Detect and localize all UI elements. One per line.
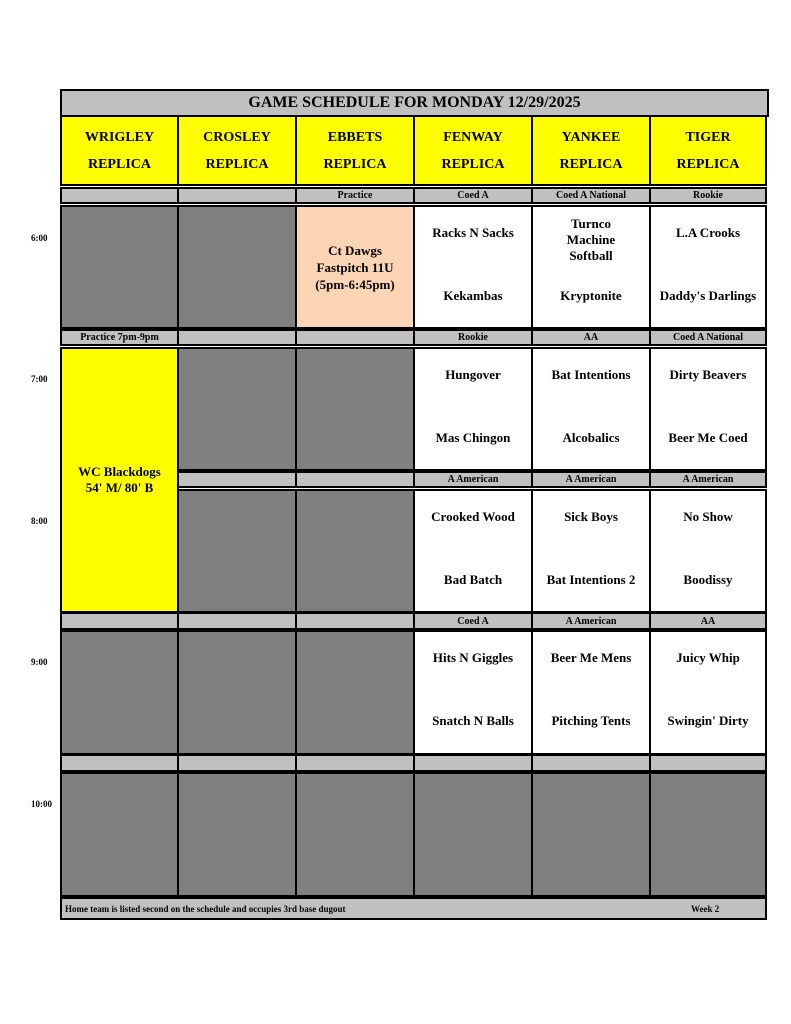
empty-slot bbox=[295, 772, 415, 897]
field-header-ebbets bbox=[295, 115, 415, 186]
division-label bbox=[177, 612, 297, 630]
schedule-footer bbox=[60, 897, 767, 920]
empty-slot bbox=[177, 205, 297, 329]
division-label bbox=[295, 612, 415, 630]
division-label bbox=[295, 754, 415, 772]
home-team: Beer Me Coed bbox=[668, 430, 748, 445]
division-label bbox=[649, 754, 767, 772]
field-header-tiger bbox=[649, 115, 767, 186]
field-name: YANKEE bbox=[561, 129, 621, 145]
empty-slot bbox=[60, 772, 179, 897]
division-label bbox=[60, 754, 179, 772]
field-header-fenway bbox=[413, 115, 533, 186]
division-label: Practice 7pm-9pm bbox=[60, 329, 179, 346]
home-team: Mas Chingon bbox=[435, 430, 511, 445]
home-team: Alcobalics bbox=[562, 430, 620, 445]
division-label: Coed A bbox=[413, 187, 533, 204]
home-team: Bad Batch bbox=[443, 572, 503, 587]
field-name: CROSLEY bbox=[203, 129, 271, 145]
division-label: A American bbox=[531, 471, 651, 488]
field-sub: REPLICA bbox=[205, 156, 269, 172]
division-label bbox=[177, 471, 297, 488]
field-name: WRIGLEY bbox=[84, 129, 155, 145]
empty-slot bbox=[60, 205, 179, 329]
away-team: Racks N Sacks bbox=[432, 225, 514, 240]
page-title: GAME SCHEDULE FOR MONDAY 12/29/2025 bbox=[60, 89, 769, 117]
game-block bbox=[413, 630, 533, 755]
game-block bbox=[649, 347, 767, 471]
division-label: A American bbox=[649, 471, 767, 488]
field-header-wrigley bbox=[60, 115, 179, 186]
division-label bbox=[60, 187, 179, 204]
empty-slot bbox=[649, 772, 767, 897]
field-sub: REPLICA bbox=[87, 156, 151, 172]
empty-slot bbox=[177, 630, 297, 755]
empty-slot bbox=[177, 347, 297, 471]
field-header-yankee bbox=[531, 115, 651, 186]
practice-block-ct-dawgs bbox=[295, 205, 415, 329]
away-team: Turnco Machine Softball bbox=[566, 216, 616, 263]
division-label: Rookie bbox=[649, 187, 767, 204]
division-label bbox=[531, 754, 651, 772]
time-label-6: 6:00 bbox=[31, 233, 48, 243]
game-block bbox=[413, 489, 533, 613]
away-team: Sick Boys bbox=[564, 509, 618, 524]
game-block bbox=[649, 205, 767, 329]
away-team: Hungover bbox=[445, 367, 501, 382]
practice-team: Fastpitch 11U bbox=[316, 259, 394, 275]
home-team: Boodissy bbox=[683, 572, 733, 587]
field-name: FENWAY bbox=[443, 129, 503, 145]
empty-slot bbox=[60, 630, 179, 755]
division-label bbox=[177, 329, 297, 346]
field-sub: REPLICA bbox=[559, 156, 623, 172]
home-team-note: Home team is listed second on the schedule and occupies 3rd base dugout bbox=[65, 904, 346, 914]
practice-team-name: WC Blackdogs bbox=[78, 464, 161, 479]
practice-time: (5pm-6:45pm) bbox=[315, 276, 395, 292]
division-label: A American bbox=[531, 612, 651, 630]
division-label: Coed A National bbox=[649, 329, 767, 346]
division-label bbox=[295, 329, 415, 346]
game-block bbox=[531, 347, 651, 471]
game-block bbox=[531, 630, 651, 755]
away-team: Crooked Wood bbox=[431, 509, 515, 524]
field-name: TIGER bbox=[685, 129, 731, 145]
away-team: Dirty Beavers bbox=[669, 367, 747, 382]
away-team: Beer Me Mens bbox=[550, 650, 632, 665]
practice-name: Ct Dawgs bbox=[328, 242, 382, 258]
empty-slot bbox=[177, 772, 297, 897]
time-label-8: 8:00 bbox=[31, 516, 48, 526]
division-label bbox=[177, 187, 297, 204]
division-label bbox=[60, 612, 179, 630]
field-sub: REPLICA bbox=[676, 156, 740, 172]
time-label-10: 10:00 bbox=[31, 799, 52, 809]
field-header-crosley bbox=[177, 115, 297, 186]
week-label: Week 2 bbox=[691, 904, 720, 914]
division-label: AA bbox=[531, 329, 651, 346]
home-team: Kekambas bbox=[443, 288, 503, 303]
game-block bbox=[531, 205, 651, 329]
away-team: Hits N Giggles bbox=[432, 650, 514, 665]
empty-slot bbox=[413, 772, 533, 897]
division-label: Rookie bbox=[413, 329, 533, 346]
field-name: EBBETS bbox=[327, 129, 383, 145]
division-label bbox=[413, 754, 533, 772]
empty-slot bbox=[295, 347, 415, 471]
field-sub: REPLICA bbox=[441, 156, 505, 172]
home-team: Kryptonite bbox=[560, 288, 622, 303]
away-team: Bat Intentions bbox=[551, 367, 631, 382]
game-block bbox=[649, 489, 767, 613]
away-team: No Show bbox=[683, 509, 733, 524]
home-team: Bat Intentions 2 bbox=[546, 572, 636, 587]
game-block bbox=[531, 489, 651, 613]
division-label bbox=[177, 754, 297, 772]
division-label: A American bbox=[413, 471, 533, 488]
time-label-9: 9:00 bbox=[31, 657, 48, 667]
game-block bbox=[649, 630, 767, 755]
practice-field-spec: 54' M/ 80' B bbox=[85, 480, 154, 495]
home-team: Snatch N Balls bbox=[432, 713, 514, 728]
field-sub: REPLICA bbox=[323, 156, 387, 172]
home-team: Swingin' Dirty bbox=[667, 713, 749, 728]
empty-slot bbox=[295, 489, 415, 613]
empty-slot bbox=[295, 630, 415, 755]
practice-block-wc-blackdogs bbox=[60, 347, 179, 613]
game-block bbox=[413, 347, 533, 471]
schedule-sheet bbox=[60, 89, 767, 920]
home-team: Daddy's Darlings bbox=[659, 288, 757, 303]
empty-slot bbox=[531, 772, 651, 897]
division-label: Practice bbox=[295, 187, 415, 204]
division-label: Coed A National bbox=[531, 187, 651, 204]
division-label: AA bbox=[649, 612, 767, 630]
empty-slot bbox=[177, 489, 297, 613]
away-team: L.A Crooks bbox=[675, 225, 741, 240]
division-label: Coed A bbox=[413, 612, 533, 630]
division-label bbox=[295, 471, 415, 488]
game-block bbox=[413, 205, 533, 329]
home-team: Pitching Tents bbox=[551, 713, 631, 728]
time-label-7: 7:00 bbox=[31, 374, 48, 384]
away-team: Juicy Whip bbox=[676, 650, 740, 665]
